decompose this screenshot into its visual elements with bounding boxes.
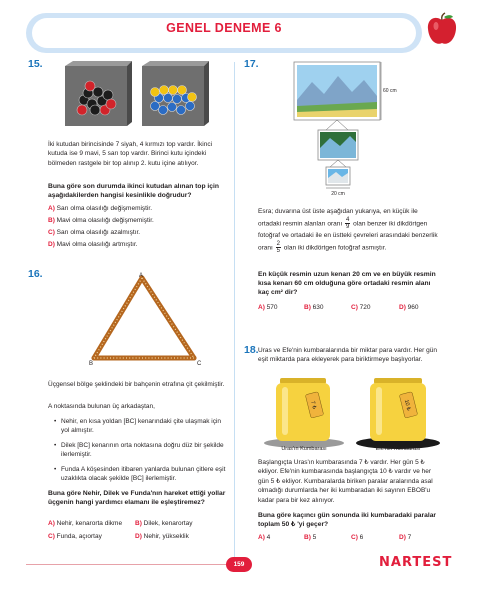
header-band bbox=[26, 13, 422, 53]
fraction-2-5: $\frac{2}{5}$ bbox=[276, 240, 280, 255]
bullet-dot: • bbox=[54, 442, 57, 449]
q17-option-c[interactable]: C) 720 bbox=[351, 304, 371, 311]
bullet-dot: • bbox=[54, 418, 57, 425]
fraction-4-9: $\frac{4}{9}$ bbox=[346, 216, 350, 231]
q16-option-c[interactable]: C) Funda, açıortay bbox=[48, 533, 102, 540]
page-title: GENEL DENEME 6 bbox=[166, 21, 282, 35]
question-number-18: 18. bbox=[244, 344, 259, 356]
q16-option-d[interactable]: D) Nehir, yükseklik bbox=[135, 533, 189, 540]
question-number-16: 16. bbox=[28, 268, 43, 280]
q18-option-b[interactable]: B) 5 bbox=[304, 534, 317, 541]
q18-question: Buna göre kaçıncı gün sonunda iki kumbaradaki paralar toplam 50 ₺ 'yi geçer? bbox=[258, 512, 437, 529]
q15-paragraph: İki kutudan birincisinde 7 siyah, 4 kırmızı top vardır. İkinci kutuda ise 9 mavi, 5 sarı top vardır. Birinci kutu içindeki bölmeden rastgele bir top alınıp 2. kutu içine atılıyor. bbox=[48, 141, 213, 167]
vertex-c-label: C bbox=[197, 361, 202, 367]
efe-caption: Efe'nin Kumbarası bbox=[375, 446, 421, 452]
vertex-b-label: B bbox=[89, 361, 94, 367]
q17-option-d[interactable]: D) 960 bbox=[399, 304, 419, 311]
fence-triangle-figure bbox=[80, 270, 210, 370]
label-20cm: 20 cm bbox=[331, 191, 345, 197]
q17-question: En küçük resmin uzun kenarı 20 cm ve en büyük resmin kısa kenarı 60 cm olduğuna göre ortadaki resmin alanı kaç cm² dir? bbox=[258, 271, 436, 297]
piggy-banks-figure bbox=[262, 375, 442, 453]
page-number: 159 bbox=[226, 557, 252, 572]
stacked-photos-figure bbox=[290, 60, 410, 200]
q15-option-d[interactable]: D) Mavi olma olasılığı artmıştır. bbox=[48, 241, 138, 248]
two-boxes-figure bbox=[62, 60, 212, 130]
q18-option-a[interactable]: A) 4 bbox=[258, 534, 271, 541]
q16-question: Buna göre Nehir, Dilek ve Funda'nın hareket ettiği yollar üçgenin hangi yardımcı elamanı ile eşleştiremez? bbox=[48, 490, 226, 507]
footer-rule bbox=[26, 564, 226, 565]
uras-price-tag: 7 ₺ bbox=[309, 400, 317, 410]
q18-option-d[interactable]: D) 7 bbox=[399, 534, 412, 541]
q16-paragraph-2: A noktasında bulunan üç arkadaştan, bbox=[48, 403, 155, 410]
label-60cm: 60 cm bbox=[383, 88, 397, 94]
q16-paragraph-1: Üçgensel bölge şeklindeki bir bahçenin etrafına çit çekilmiştir. bbox=[48, 381, 225, 388]
q16-bullet-2: Dilek [BC] kenarının orta noktasına doğru düz bir şekilde ilerlemiştir. bbox=[61, 442, 224, 459]
q15-option-b[interactable]: B) Mavi olma olasılığı değişmemiştir. bbox=[48, 217, 154, 224]
q16-bullet-3: Funda A köşesinden itibaren yanlarda bulunan çitlere eşit uzaklıkta olacak şekilde [BC] ilerlemiştir. bbox=[61, 466, 226, 483]
vertex-a-label: A bbox=[138, 273, 144, 279]
column-divider bbox=[234, 62, 235, 562]
efe-price-tag: 10 ₺ bbox=[402, 399, 412, 412]
q15-option-c[interactable]: C) Sarı olma olasılığı azalmıştır. bbox=[48, 229, 141, 236]
q18-option-c[interactable]: C) 6 bbox=[351, 534, 364, 541]
question-number-15: 15. bbox=[28, 58, 43, 70]
q17-option-a[interactable]: A) 570 bbox=[258, 304, 278, 311]
q15-question: Buna göre son durumda ikinci kutudan alınan top için aşağıdakilerden hangisi kesinlikle doğrudur? bbox=[48, 183, 219, 200]
q17-option-b[interactable]: B) 630 bbox=[304, 304, 324, 311]
q15-option-a[interactable]: A) Sarı olma olasılığı değişmemiştir. bbox=[48, 205, 153, 212]
q16-option-b[interactable]: B) Dilek, kenarortay bbox=[135, 520, 193, 527]
q16-option-a[interactable]: A) Nehir, kenarorta dikme bbox=[48, 520, 123, 527]
uras-caption: Uras'ın Kumbarası bbox=[281, 446, 327, 452]
q18-paragraph: Başlangıçta Uras'ın kumbarasında 7 ₺ vardır. Her gün 5 ₺ ekliyor. Efe'nin kumbarasında başlangıçta 10 ₺ vardır ve her gün 5 ₺ ekliyor. Kumbaralarda biriken paralar aralarında asal olmadığı durumlarda her iki kumbaradan iki sayının EBOB'u kadar para bir kez alınıyor. bbox=[258, 459, 433, 504]
brand-logo: NARTEST bbox=[379, 555, 453, 570]
q17-paragraph: Esra; duvarına üst üste aşağıdan yukarıya, en küçük ile ortadaki resmin alanları oranı $\frac{4}{9}$ olan benzer iki dikdörtgen fotoğraf ve ortadaki ile en üstteki çevreleri arasındaki benzerlik oranı $\frac{2}{5}$ olan iki dikdörtgen fotoğraf asmıştır. bbox=[258, 208, 438, 255]
question-number-17: 17. bbox=[244, 58, 259, 70]
apple-logo-icon bbox=[425, 12, 459, 48]
q18-intro: Uras ve Efe'nin kumbaralarında bir miktar para vardır. Her gün eşit miktarda para ekleyerek para biriktirmeye başlıyorlar. bbox=[258, 347, 437, 364]
bullet-dot: • bbox=[54, 466, 57, 473]
q16-bullet-1: Nehir, en kısa yoldan [BC] kenarındaki çite ulaşmak için yol almıştır. bbox=[61, 418, 222, 435]
